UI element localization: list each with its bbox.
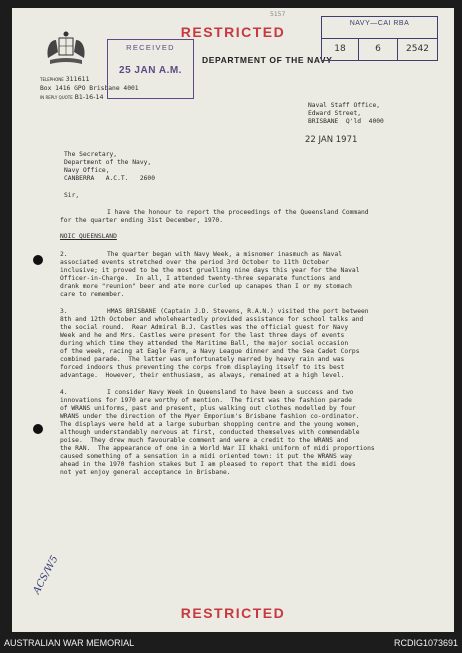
paragraph-line: The displays were held at a large suburban shopping centre and the young women, [60,421,360,428]
paragraph-line: not yet enjoy general acceptance in Brisbane. [60,469,231,476]
paragraph-line: Officer-in-Charge. In all, I attended twenty-three separate functions and [60,275,341,282]
recipient-line-2: Department of the Navy, [64,159,152,166]
paragraph-line: during which time they attended the Maritime Ball, the major social occasion [60,340,349,347]
paragraph-line: care to remember. [60,291,125,298]
letter-date: 22 JAN 1971 [305,135,358,145]
box-address: Box 1416 GPO Brisbane 4001 [40,85,139,92]
recipient-line-4: CANBERRA A.C.T. 2600 [64,175,155,182]
address-line-1: Naval Staff Office, [308,102,381,109]
paragraph-line: ahead in the 1970 fashion stakes but I am pleased to report that the midi does [60,461,356,468]
punch-hole [33,424,43,434]
paragraph-line: The quarter began with Navy Week, a misnomer inasmuch as Naval [107,251,343,258]
telephone-number: 311611 [65,76,90,83]
paragraph-line: combined parade. The latter was unfortunately marred by heavy rain and was [60,356,345,363]
recipient-line-3: Navy Office, [64,167,110,174]
pencil-reference: 5157 [270,11,286,18]
paragraph-number: 3. [60,308,68,315]
paragraph-line: forced indoors thus preventing the corps from displaying itself to its best [60,364,345,371]
department-title: DEPARTMENT OF THE NAVY [202,55,333,65]
paragraph-line: the RAN. The appearance of one in a World War II khaki uniform of midi proportions [60,445,375,452]
paragraph-line: advantage. However, their enthusiasm, as always, remained at a high level. [60,372,345,379]
intro-line-2: for the quarter ending 31st December, 1970. [60,217,224,224]
address-line-3: BRISBANE Q'ld 4000 [308,118,384,125]
paragraph-line: WRANS under the direction of the Myer Emporium's Brisbane fashion co-ordinator. [60,413,360,420]
paragraph-number: 2. [60,251,68,258]
handwritten-note: ACS/W5 [31,553,61,597]
paragraph-line: the social round. Rear Admiral B.J. Castles was the official guest for Navy [60,324,349,331]
navy-box-label: NAVY—CAI RBA [349,20,410,27]
paragraph-line: of WRANS uniforms, past and present, plus walking out clothes modelled by four [60,405,356,412]
address-line-2: Edward Street, [308,110,362,117]
paragraph-line: HMAS BRISBANE (Captain J.D. Stevens, R.A.N.) visited the port between [107,308,369,315]
navy-box-cell-1: 18 [322,39,359,60]
paragraph-line: although understandably nervous at first, conducted themselves with commendable [60,429,360,436]
section-heading: NOIC QUEENSLAND [60,233,117,240]
paragraph-line: 8th and 12th October and wholeheartedly provided assistance for school talks and [60,316,364,323]
paragraph-line: caused something of a sensation in a midi oriented town: it put the WRANS way [60,453,352,460]
navy-box-cell-2: 6 [359,39,398,60]
paragraph-line: associated events stretched over the period 3rd October to 11th October [60,259,330,266]
archive-reference: RCDIG1073691 [393,638,458,648]
reply-reference: B1-16-14 [74,94,104,101]
paragraph-line: of the week, racing at Eagle Farm, a Navy League dinner and the Sea Cadet Corps [60,348,360,355]
received-stamp-date: 25 JAN A.M. [119,65,182,76]
telephone-line [40,76,90,84]
archive-footer [0,632,462,653]
restricted-footer: RESTRICTED [180,605,286,621]
paragraph-line: innovations for 1970 are worthy of mention. The first was the fashion parade [60,397,352,404]
coat-of-arms-icon [42,30,90,70]
paragraph-line: Week and he and Mrs. Castles were present for the last three days of events [60,332,345,339]
salutation: Sir, [64,192,80,199]
telephone-label: TELEPHONE [40,77,64,82]
navy-box-cell-3: 2542 [406,44,429,54]
paragraph-line: poise. They drew much favourable comment and were a credit to the WRANS and [60,437,349,444]
document-page [12,8,454,632]
paragraph-number: 4. [60,389,68,396]
paragraph-line: I consider Navy Week in Queensland to have been a success and two [107,389,354,396]
recipient-line-1: The Secretary, [64,151,118,158]
reply-label: IN REPLY QUOTE [40,95,73,100]
navy-registry-box [321,16,438,61]
paragraph-line: inclusive; it proved to be the most gruelling nine days this year for the Naval [60,267,360,274]
received-stamp [107,39,194,99]
reply-line [40,94,103,102]
paragraph-line: drank more "reunion" beer and ate more curled up canapes than I or my stomach [60,283,352,290]
archive-name: AUSTRALIAN WAR MEMORIAL [4,638,135,648]
intro-line-1: I have the honour to report the proceedings of the Queensland Command [107,209,369,216]
handwritten-annotation [17,539,85,607]
restricted-header: RESTRICTED [180,24,286,40]
punch-hole [33,255,43,265]
received-stamp-label: RECEIVED [126,43,175,52]
